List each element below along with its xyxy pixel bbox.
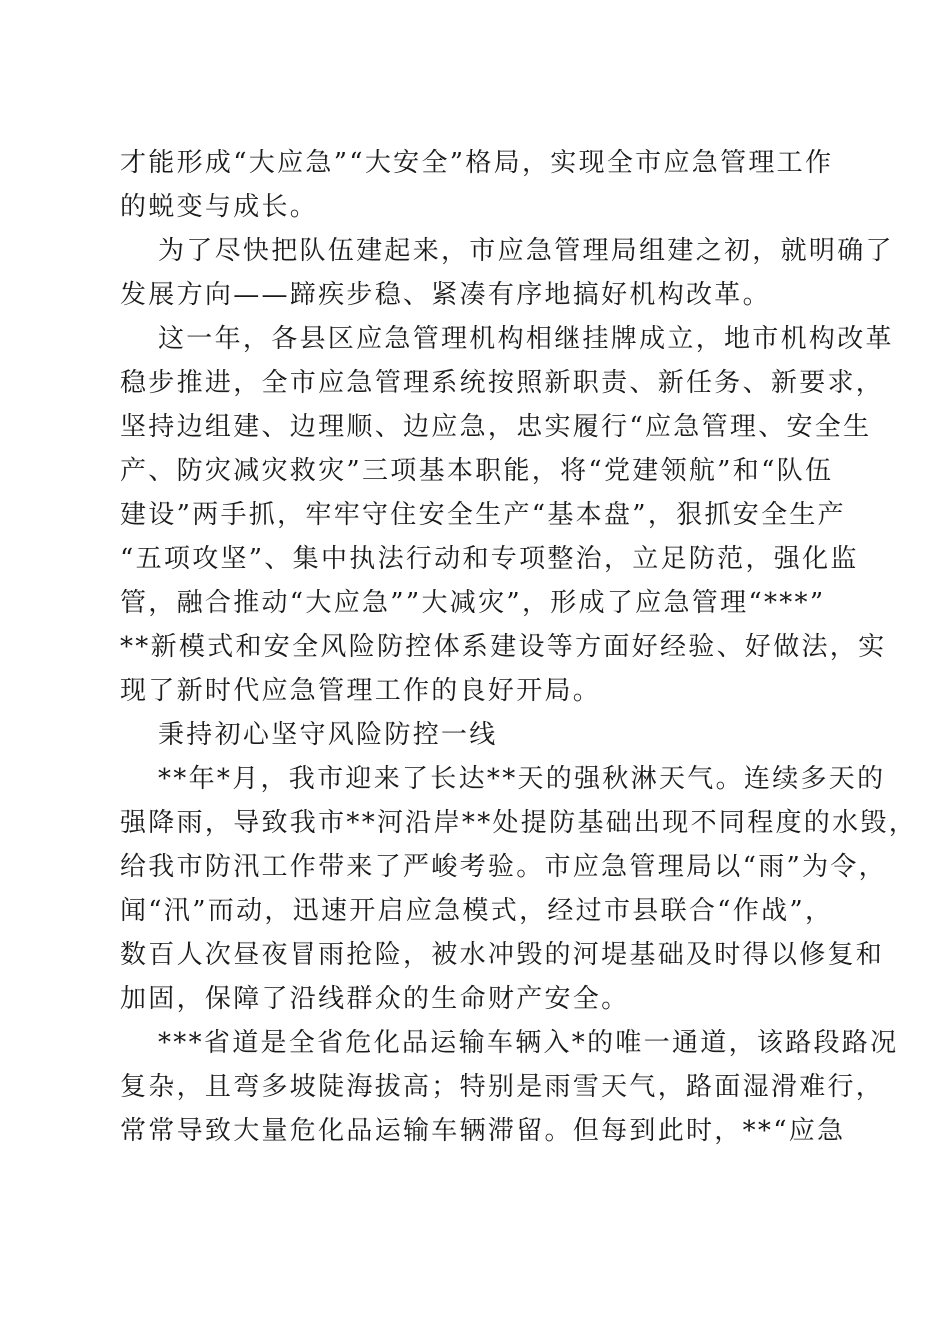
text-line: 常常导致大量危化品运输车辆滞留。但每到此时，**“应急 — [120, 1116, 846, 1146]
text-line: 发展方向——蹄疾步稳、紧凑有序地搞好机构改革。 — [120, 280, 771, 310]
paragraph-first-line: 为了尽快把队伍建起来，市应急管理局组建之初，就明确了 — [158, 236, 894, 266]
text-line: 给我市防汛工作带来了严峻考验。市应急管理局以“雨”为令， — [120, 852, 887, 882]
text-line: 复杂，且弯多坡陡海拔高；特别是雨雪天气，路面湿滑难行， — [120, 1072, 885, 1102]
paragraph-first-line: 这一年，各县区应急管理机构相继挂牌成立，地市机构改革 — [158, 324, 894, 354]
text-line: 加固，保障了沿线群众的生命财产安全。 — [120, 984, 630, 1014]
document-body — [120, 141, 918, 1153]
text-line: “五项攻坚”、集中执法行动和专项整治，立足防范，强化监 — [120, 544, 859, 574]
text-line: 管，融合推动“大应急””大减灾”，形成了应急管理“***” — [120, 588, 826, 618]
paragraph-first-line: **年*月，我市迎来了长达**天的强秋淋天气。连续多天的 — [158, 764, 886, 794]
text-line: 稳步推进，全市应急管理系统按照新职责、新任务、新要求， — [120, 368, 885, 398]
text-line: 数百人次昼夜冒雨抢险，被水冲毁的河堤基础及时得以修复和 — [120, 940, 885, 970]
text-line: 闻“汛”而动，迅速开启应急模式，经过市县联合“作战”， — [120, 896, 834, 926]
text-line: **新模式和安全风险防控体系建设等方面好经验、好做法，实 — [120, 632, 887, 662]
text-line: 产、防灾减灾救灾”三项基本职能，将“党建领航”和“队伍 — [120, 456, 834, 486]
paragraph-first-line: ***省道是全省危化品运输车辆入*的唯一通道，该路段路况 — [158, 1028, 899, 1058]
section-heading: 秉持初心坚守风险防控一线 — [158, 720, 498, 750]
text-line: 建设”两手抓，牢牢守住安全生产“基本盘”，狠抓安全生产 — [120, 500, 846, 530]
text-line: 坚持边组建、边理顺、边应急，忠实履行“应急管理、安全生 — [120, 412, 872, 442]
text-line: 现了新时代应急管理工作的良好开局。 — [120, 676, 602, 706]
text-line: 强降雨，导致我市**河沿岸**处提防基础出现不同程度的水毁， — [120, 808, 918, 838]
text-line: 的蜕变与成长。 — [120, 192, 319, 222]
text-line: 才能形成“大应急”“大安全”格局，实现全市应急管理工作 — [120, 148, 834, 178]
